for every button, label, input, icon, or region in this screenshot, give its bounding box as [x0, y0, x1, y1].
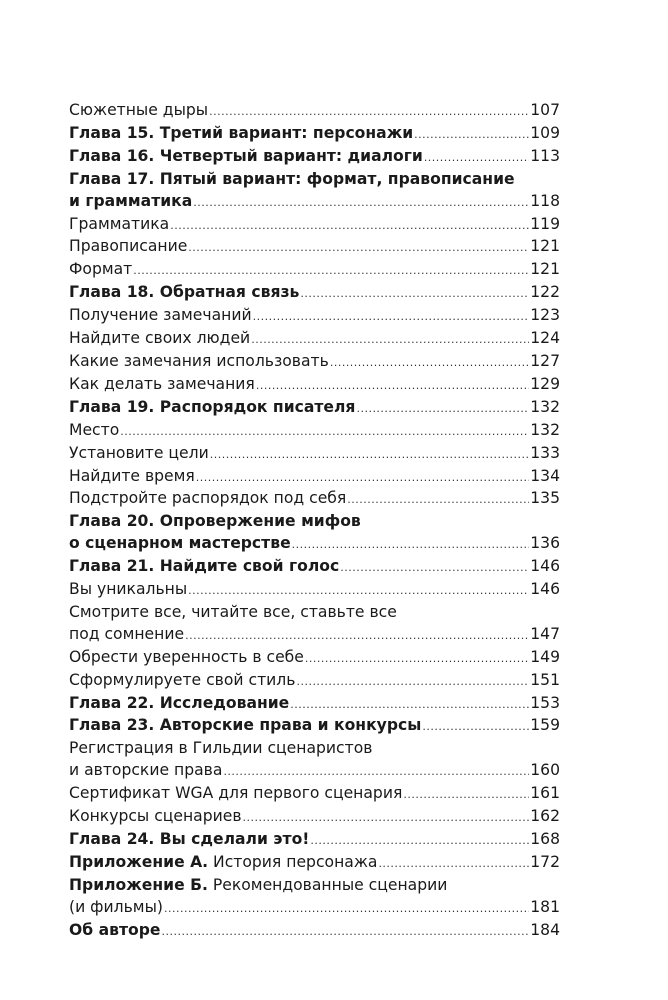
toc-entry[interactable] — [69, 123, 560, 146]
toc-entry-text: Получение замечаний — [69, 306, 252, 325]
toc-entry-row — [69, 488, 560, 511]
page-number: 136 — [530, 534, 560, 553]
page-number: 107 — [530, 101, 560, 119]
dot-leader — [193, 192, 529, 214]
toc-entry-first-line — [69, 602, 560, 624]
dot-leader — [188, 237, 529, 259]
dot-leader — [422, 716, 529, 738]
dot-leader — [243, 807, 530, 829]
page-number: 121 — [530, 237, 560, 256]
page-number: 146 — [530, 557, 560, 576]
toc-entry[interactable] — [69, 647, 560, 670]
page-number: 132 — [530, 420, 560, 439]
dot-leader — [185, 625, 529, 647]
toc-entry-row — [69, 328, 560, 351]
toc-entry-row — [69, 351, 560, 374]
toc-entry-text: Об авторе — [69, 920, 161, 939]
toc-entry-text: Место — [69, 420, 120, 439]
toc-entry[interactable] — [69, 236, 560, 259]
toc-entry[interactable] — [69, 920, 560, 943]
page-number: 161 — [530, 784, 560, 803]
dot-leader — [120, 421, 529, 443]
toc-entry-text: Подстройте распорядок под себя — [69, 489, 347, 508]
toc-entry-title — [69, 760, 222, 782]
toc-entry-title — [69, 191, 192, 213]
toc-entry-text: Найдите время — [69, 466, 195, 485]
page-number: 184 — [530, 920, 560, 939]
page-number: 168 — [530, 830, 560, 848]
toc-entry-text: Сертификат WGA для первого сценария — [69, 784, 403, 803]
toc-entry-text: Обрести уверенность в себе — [69, 647, 304, 666]
page-number: 127 — [530, 351, 560, 370]
toc-entry[interactable] — [69, 420, 560, 443]
page-number: 147 — [530, 624, 560, 643]
toc-entry-title — [69, 806, 242, 828]
toc-entry-row — [69, 420, 560, 443]
dot-leader — [292, 534, 530, 556]
toc-entry-row — [69, 579, 560, 602]
dot-leader — [209, 101, 529, 123]
toc-entry[interactable] — [69, 783, 560, 806]
toc-entry[interactable] — [69, 100, 560, 123]
toc-entry[interactable] — [69, 670, 560, 693]
toc-entry-text: и авторские права — [69, 761, 223, 780]
page-number: 153 — [530, 693, 560, 712]
toc-entry-title — [69, 420, 119, 442]
toc-entry-title — [69, 236, 187, 258]
toc-entry-row — [69, 647, 560, 670]
toc-entry[interactable] — [69, 579, 560, 602]
toc-entry-row — [69, 920, 560, 943]
toc-entry[interactable] — [69, 511, 560, 556]
page-number: 124 — [530, 329, 560, 348]
page-number: 129 — [530, 374, 560, 393]
toc-entry-text: Глава 15. Третий вариант: персонажи — [69, 123, 414, 142]
toc-entry-title — [69, 829, 309, 851]
dot-leader — [414, 124, 529, 146]
toc-entry-row — [69, 533, 560, 556]
dot-leader — [330, 352, 529, 374]
toc-entry-text: Смотрите все, читайте все, ставьте все — [69, 602, 397, 621]
toc-entry-text: Грамматика — [69, 214, 170, 233]
toc-entry-row — [69, 236, 560, 259]
toc-entry[interactable] — [69, 693, 560, 716]
dot-leader — [196, 467, 529, 489]
toc-entry[interactable] — [69, 374, 560, 397]
toc-entry-text: Глава 21. Найдите свой голос — [69, 557, 340, 576]
toc-entry-row — [69, 146, 560, 169]
page-number: 135 — [530, 489, 560, 508]
toc-entry-row — [69, 466, 560, 489]
toc-entry-row — [69, 214, 560, 237]
toc-entry-text: Вы уникальны — [69, 580, 188, 599]
toc-entry-text: Какие замечания использовать — [69, 351, 329, 370]
dot-leader — [164, 898, 529, 920]
toc-entry-text: Установите цели — [69, 443, 209, 462]
dot-leader — [296, 671, 529, 693]
page-number: 122 — [530, 283, 560, 302]
toc-entry[interactable] — [69, 351, 560, 374]
toc-entry[interactable] — [69, 282, 560, 305]
toc-entry[interactable] — [69, 556, 560, 579]
page-number: 181 — [530, 897, 560, 916]
page-number: 119 — [530, 214, 560, 233]
toc-entry[interactable] — [69, 875, 560, 920]
toc-entry-text: Формат — [69, 260, 133, 279]
toc-entry-title — [69, 259, 132, 281]
toc-entry-text: (и фильмы) — [69, 897, 163, 916]
toc-entry[interactable] — [69, 214, 560, 237]
toc-entry-row — [69, 624, 560, 647]
toc-entry[interactable] — [69, 715, 560, 738]
toc-entry-text: Приложение А. — [69, 852, 209, 871]
page-number: 134 — [530, 466, 560, 485]
dot-leader — [340, 557, 529, 579]
dot-leader — [253, 306, 530, 328]
dot-leader — [305, 648, 529, 670]
toc-entry-row — [69, 670, 560, 693]
dot-leader — [170, 215, 529, 237]
dot-leader — [256, 375, 529, 397]
toc-entry[interactable] — [69, 169, 560, 214]
toc-entry-title — [69, 214, 169, 236]
toc-entry-text: о сценарном мастерстве — [69, 534, 291, 553]
dot-leader — [188, 580, 529, 602]
toc-entry-row — [69, 100, 560, 123]
toc-entry-row — [69, 556, 560, 579]
toc-entry-text: Регистрация в Гильдии сценаристов — [69, 739, 373, 758]
toc-entry-row — [69, 829, 560, 852]
toc-entry[interactable] — [69, 397, 560, 420]
dot-leader — [251, 329, 529, 351]
page-number: 162 — [530, 807, 560, 826]
toc-entry[interactable] — [69, 466, 560, 489]
dot-leader — [161, 921, 529, 943]
toc-entry[interactable] — [69, 443, 560, 466]
toc-entry-row — [69, 693, 560, 716]
toc-entry-title — [69, 123, 413, 145]
toc-entry-first-line — [69, 169, 560, 191]
toc-entry-text: Конкурсы сценариев — [69, 807, 242, 826]
toc-entry-text: Глава 20. Опровержение мифов — [69, 512, 361, 531]
toc-entry-title — [69, 146, 423, 168]
toc-entry-title — [69, 624, 184, 646]
toc-entry-text: Глава 19. Распорядок писателя — [69, 397, 356, 416]
toc-entry-title — [69, 920, 160, 942]
toc-entry-title — [69, 397, 355, 419]
page-number: 109 — [530, 123, 560, 142]
toc-entry[interactable] — [69, 146, 560, 169]
dot-leader — [300, 283, 529, 305]
dot-leader — [347, 489, 529, 511]
dot-leader — [210, 444, 530, 466]
toc-entry-text: История персонажа — [208, 852, 378, 871]
page-number: 133 — [530, 443, 560, 462]
toc-entry-title — [69, 556, 339, 578]
toc-entry[interactable] — [69, 829, 560, 852]
toc-entry-title — [69, 305, 252, 327]
page-number: 132 — [530, 397, 560, 416]
toc-entry-title — [69, 897, 163, 919]
toc-entry-text: под сомнение — [69, 624, 185, 643]
toc-entry[interactable] — [69, 305, 560, 328]
page-number: 149 — [530, 647, 560, 666]
toc-entry-row — [69, 282, 560, 305]
toc-entry-title — [69, 374, 255, 396]
toc-entry-text: Рекомендованные сценарии — [207, 875, 448, 894]
page-number: 160 — [530, 761, 560, 780]
toc-entry-row — [69, 374, 560, 397]
toc-entry-title — [69, 443, 209, 465]
dot-leader — [133, 260, 529, 282]
toc-entry-title — [69, 783, 402, 805]
toc-entry-text: Сформулируете свой стиль — [69, 670, 296, 689]
toc-entry-row — [69, 305, 560, 328]
page-number: 172 — [530, 852, 560, 871]
toc-entry-title — [69, 579, 187, 601]
toc-entry-text: Глава 24. Вы сделали это! — [69, 830, 310, 848]
toc-entry-text: Как делать замечания — [69, 374, 255, 393]
toc-entry[interactable] — [69, 852, 560, 875]
toc-entry-title — [69, 100, 208, 122]
toc-entry[interactable] — [69, 738, 560, 783]
toc-entry-title — [69, 715, 421, 737]
toc-entry-row — [69, 852, 560, 875]
page-number: 123 — [530, 306, 560, 325]
dot-leader — [223, 761, 529, 783]
toc-entry-text: и грамматика — [69, 191, 193, 210]
dot-leader — [378, 853, 529, 875]
dot-leader — [310, 830, 529, 852]
toc-entry-text: Найдите своих людей — [69, 329, 251, 348]
toc-entry-text: Правописание — [69, 237, 188, 256]
toc-entry[interactable] — [69, 602, 560, 647]
page-number: 151 — [530, 670, 560, 689]
dot-leader — [290, 694, 529, 716]
toc-entry-first-line — [69, 738, 560, 760]
toc-entry-row — [69, 783, 560, 806]
page-number: 121 — [530, 260, 560, 279]
table-of-contents — [69, 100, 560, 943]
toc-entry-text: Глава 23. Авторские права и конкурсы — [69, 716, 422, 735]
toc-entry-title — [69, 466, 195, 488]
toc-entry-text: Приложение Б. — [69, 875, 208, 894]
page-number: 146 — [530, 580, 560, 599]
toc-entry-first-line — [69, 875, 560, 897]
toc-entry-text: Глава 16. Четвертый вариант: диалоги — [69, 146, 423, 165]
toc-entry-row — [69, 259, 560, 282]
toc-entry[interactable] — [69, 488, 560, 511]
toc-entry-title — [69, 693, 289, 715]
toc-entry-row — [69, 715, 560, 738]
toc-entry-text: Глава 22. Исследование — [69, 693, 290, 712]
toc-entry-row — [69, 123, 560, 146]
dot-leader — [356, 398, 529, 420]
page-number: 118 — [530, 191, 560, 210]
toc-entry-row — [69, 191, 560, 214]
toc-entry-row — [69, 397, 560, 420]
toc-entry-text: Сюжетные дыры — [69, 101, 209, 119]
toc-entry-title — [69, 282, 299, 304]
toc-entry-row — [69, 443, 560, 466]
toc-entry-title — [69, 533, 291, 555]
toc-entry-title — [69, 351, 329, 373]
toc-entry-row — [69, 806, 560, 829]
dot-leader — [403, 784, 529, 806]
toc-entry-text: Глава 17. Пятый вариант: формат, правописание — [69, 169, 515, 188]
toc-entry-row — [69, 897, 560, 920]
toc-entry-first-line — [69, 511, 560, 533]
toc-entry-title — [69, 488, 346, 510]
dot-leader — [424, 147, 529, 169]
toc-entry[interactable] — [69, 806, 560, 829]
toc-entry-text: Глава 18. Обратная связь — [69, 283, 300, 302]
toc-entry-row — [69, 760, 560, 783]
toc-entry-title — [69, 852, 377, 874]
toc-entry-title — [69, 670, 295, 692]
page-number: 159 — [530, 716, 560, 735]
toc-entry[interactable] — [69, 259, 560, 282]
toc-entry[interactable] — [69, 328, 560, 351]
toc-entry-title — [69, 328, 250, 350]
toc-entry-title — [69, 647, 304, 669]
page-number: 113 — [530, 146, 560, 165]
